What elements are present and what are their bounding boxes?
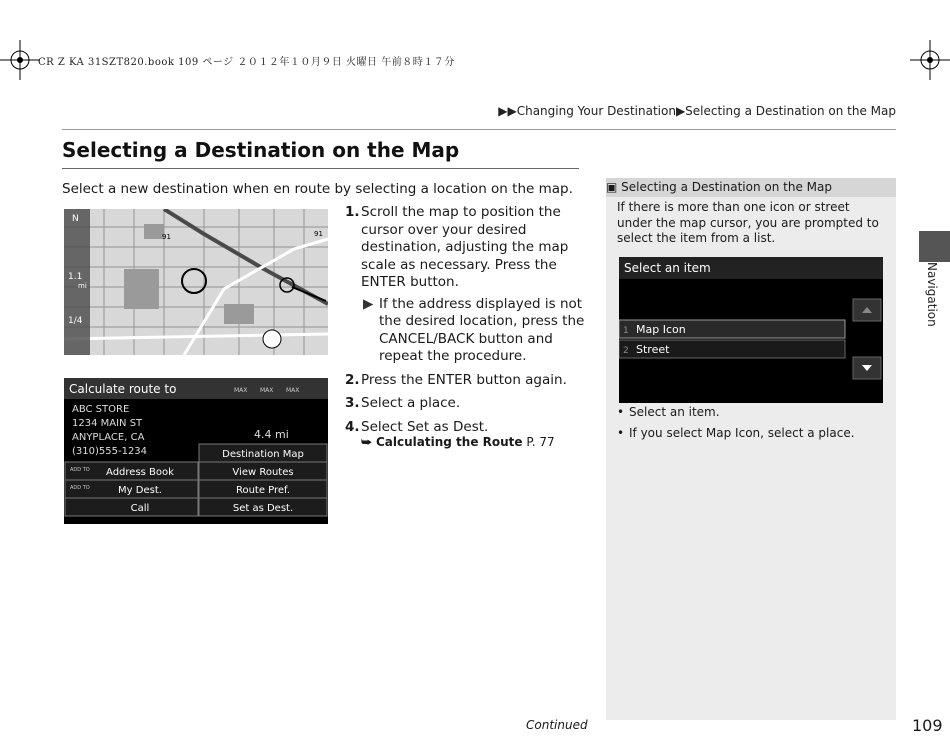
step-4: 4. Select Set as Dest. <box>345 418 489 435</box>
continued-label: Continued <box>526 718 588 732</box>
list-item: • If you select Map Icon, select a place. <box>617 426 855 440</box>
max-label: MAX <box>260 387 274 394</box>
list-item: • Select an item. <box>617 405 720 419</box>
section-tab-label: Navigation <box>925 262 939 327</box>
address-line: ANYPLACE, CA <box>72 432 145 443</box>
route-pref-button: Route Pref. <box>235 485 291 496</box>
view-routes-button: View Routes <box>232 467 294 478</box>
breadcrumb-arrow-icon: ▶▶ <box>498 104 517 118</box>
list-item-number: 2 <box>623 346 629 356</box>
max-label: MAX <box>286 387 300 394</box>
cross-reference-link[interactable]: ⮩ Calculating the Route P. 77 <box>361 435 555 449</box>
calc-screen-title: Calculate route to <box>69 382 177 396</box>
registration-mark-icon <box>910 40 950 80</box>
breadcrumb-arrow-icon: ▶ <box>675 104 686 118</box>
address-book-button: Address Book <box>106 467 174 478</box>
add-to-label: ADD TO <box>70 467 90 473</box>
map-scale-fraction: 1/4 <box>68 316 83 326</box>
breadcrumb-parent[interactable]: Changing Your Destination <box>516 104 676 118</box>
set-as-dest-button: Set as Dest. <box>232 503 294 514</box>
divider <box>62 129 896 130</box>
address-line: ABC STORE <box>72 404 130 415</box>
sidebar-bullets <box>617 405 887 447</box>
list-item: Street <box>636 343 670 356</box>
page-number: 109 <box>912 716 943 735</box>
registration-mark-icon <box>0 40 40 80</box>
print-header: CR Z KA 31SZT820.book 109 ページ ２０１２年１０月９日 火曜日 午前８時１７分 <box>38 57 455 68</box>
select-item-screen-image <box>619 257 883 403</box>
calculate-route-screen-image <box>64 378 328 524</box>
note-icon: ▣ <box>606 180 618 194</box>
note-arrow-icon: ▶ <box>363 295 374 312</box>
select-screen-title: Select an item <box>624 261 711 275</box>
sidebar-body: If there is more than one icon or street under the map cursor, you are prompted to select the item from a list. <box>617 200 879 245</box>
breadcrumb <box>498 104 896 118</box>
my-dest-button: My Dest. <box>118 485 162 496</box>
map-north-label: N <box>72 214 79 224</box>
intro-text: Select a new destination when en route by selecting a location on the map. <box>62 181 573 197</box>
divider <box>62 168 579 169</box>
address-line: (310)555-1234 <box>72 446 148 457</box>
distance-label: 4.4 mi <box>254 428 289 441</box>
map-screen-image <box>64 209 328 355</box>
sidebar-heading: ▣ Selecting a Destination on the Map <box>606 178 896 197</box>
map-scale-value: 1.1 <box>68 272 83 282</box>
ui-label: Set as Dest. <box>406 418 489 435</box>
map-scale-unit: mi <box>78 282 87 290</box>
section-tab-marker <box>919 231 950 262</box>
list-item: Map Icon <box>636 323 686 336</box>
reference-icon: ⮩ <box>361 435 373 449</box>
procedure-steps <box>345 204 585 452</box>
map-road-label: 91 <box>314 230 323 238</box>
map-road-label: 91 <box>162 233 171 241</box>
destination-map-button: Destination Map <box>222 449 304 460</box>
breadcrumb-current: Selecting a Destination on the Map <box>685 104 896 118</box>
list-item-number: 1 <box>623 326 629 336</box>
step-3: 3. Select a place. <box>345 395 461 411</box>
address-line: 1234 MAIN ST <box>72 418 143 429</box>
page-title: Selecting a Destination on the Map <box>62 138 460 162</box>
step-2: 2. Press the ENTER button again. <box>345 371 567 388</box>
max-label: MAX <box>234 387 248 394</box>
step-1: 1. Scroll the map to position the cursor over your desired destination, adjusting the map scale as necessary. Press the ENTER button. <box>345 204 569 290</box>
call-button: Call <box>130 503 150 514</box>
step-1-note: ▶ If the address displayed is not the desired location, press the CANCEL/BACK button and repeat the procedure. <box>363 295 585 364</box>
add-to-label: ADD TO <box>70 485 90 491</box>
